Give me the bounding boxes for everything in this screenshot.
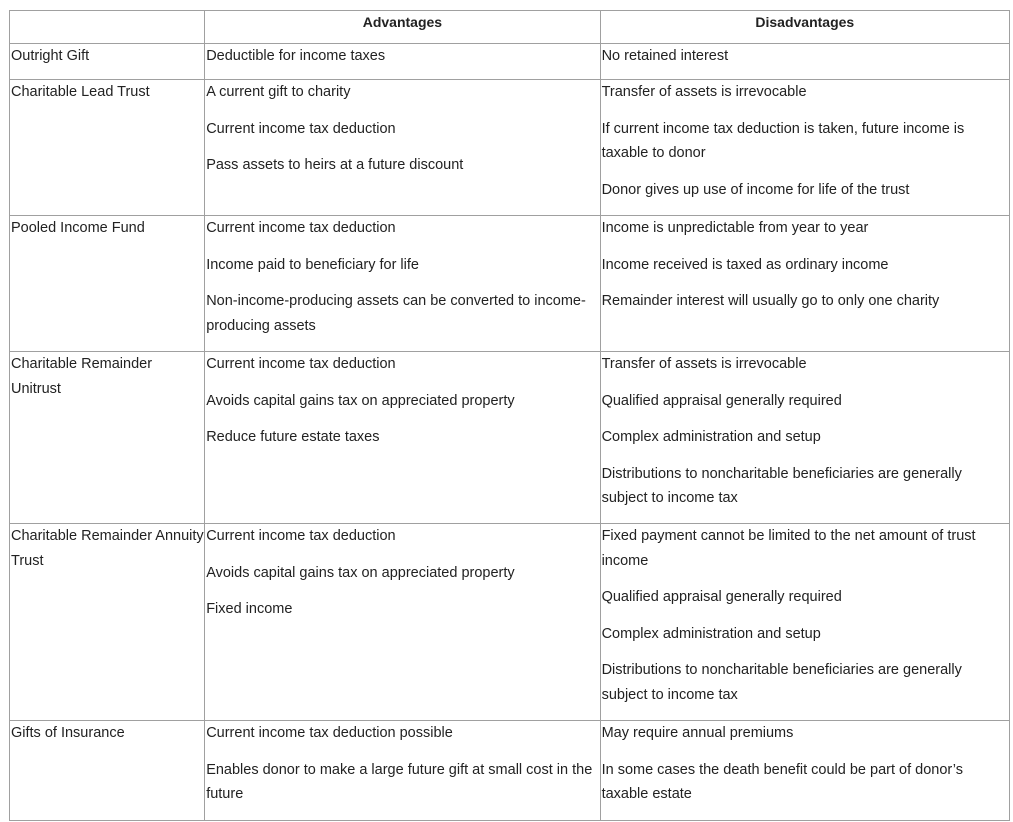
row-name: Pooled Income Fund (11, 220, 145, 236)
disadvantage-item: Qualified appraisal generally required (601, 589, 842, 605)
disadvantages-list (601, 721, 1009, 814)
table-body (10, 44, 1010, 821)
disadvantages-cell (600, 80, 1009, 216)
advantage-item: Pass assets to heirs at a future discount (206, 157, 464, 173)
row-name: Gifts of Insurance (11, 725, 125, 741)
advantage-item: Current income tax deduction (206, 528, 396, 544)
advantages-cell (205, 216, 600, 352)
advantages-cell (205, 524, 600, 721)
row-name: Outright Gift (11, 48, 90, 64)
disadvantage-item: Complex administration and setup (601, 429, 821, 445)
table-row (10, 721, 1010, 821)
table-row (10, 216, 1010, 352)
row-name: Charitable Remainder Unitrust (11, 356, 153, 397)
disadvantages-cell (600, 524, 1009, 721)
disadvantage-item: Distributions to noncharitable beneficiaries are generally subject to income tax (601, 662, 962, 703)
advantage-item: A current gift to charity (206, 84, 351, 100)
table-row (10, 352, 1010, 524)
disadvantages-list (601, 80, 1009, 209)
row-name: Charitable Lead Trust (11, 84, 150, 100)
disadvantage-item: Donor gives up use of income for life of the trust (601, 181, 910, 198)
advantages-cell (205, 80, 600, 216)
disadvantage-item: Fixed payment cannot be limited to the net amount of trust income (601, 528, 976, 569)
disadvantage-item: If current income tax deduction is taken, future income is taxable to donor (601, 120, 965, 161)
disadvantage-item: In some cases the death benefit could be part of donor’s taxable estate (601, 761, 963, 802)
table-row (10, 524, 1010, 721)
advantages-list (205, 352, 599, 457)
disadvantages-list (601, 216, 1009, 321)
advantages-cell (205, 352, 600, 524)
disadvantages-list (601, 352, 1009, 518)
disadvantage-item: Transfer of assets is irrevocable (601, 84, 807, 100)
advantages-list (205, 524, 599, 629)
advantage-item: Current income tax deduction (206, 120, 396, 137)
row-name-cell (10, 80, 205, 216)
advantage-item: Non-income-producing assets can be converted to income-producing assets (206, 293, 586, 334)
advantages-list (205, 721, 599, 814)
header-disadvantages: Disadvantages (600, 11, 1009, 44)
advantage-item: Income paid to beneficiary for life (206, 256, 419, 273)
advantage-item: Avoids capital gains tax on appreciated property (206, 392, 515, 409)
disadvantages-cell (600, 44, 1009, 80)
row-name-cell (10, 524, 205, 721)
header-name (10, 11, 205, 44)
table-row (10, 80, 1010, 216)
row-name-cell (10, 44, 205, 80)
advantages-list (205, 80, 599, 185)
disadvantage-item: No retained interest (601, 48, 729, 64)
disadvantages-cell (600, 721, 1009, 821)
disadvantage-item: Remainder interest will usually go to only one charity (601, 293, 940, 309)
disadvantages-list (601, 44, 1009, 69)
disadvantages-list (601, 524, 1009, 714)
advantages-cell (205, 721, 600, 821)
header-row (10, 11, 1010, 44)
disadvantage-item: Complex administration and setup (601, 625, 821, 642)
advantages-list (205, 44, 599, 69)
disadvantage-item: Income received is taxed as ordinary income (601, 256, 889, 273)
disadvantages-cell (600, 352, 1009, 524)
table-header (10, 11, 1010, 44)
row-name-cell (10, 721, 205, 821)
advantages-cell (205, 44, 600, 80)
disadvantages-cell (600, 216, 1009, 352)
advantage-item: Reduce future estate taxes (206, 429, 380, 445)
table-row (10, 44, 1010, 80)
advantages-list (205, 216, 599, 345)
disadvantage-item: May require annual premiums (601, 725, 794, 741)
row-name: Charitable Remainder Annuity Trust (11, 528, 204, 569)
row-name-cell (10, 216, 205, 352)
advantage-item: Fixed income (206, 601, 293, 617)
row-name-cell (10, 352, 205, 524)
disadvantage-item: Transfer of assets is irrevocable (601, 356, 807, 372)
advantage-item: Avoids capital gains tax on appreciated property (206, 564, 515, 581)
advantage-item: Deductible for income taxes (206, 48, 386, 64)
disadvantage-item: Distributions to noncharitable beneficiaries are generally subject to income tax (601, 465, 962, 506)
advantage-item: Current income tax deduction (206, 220, 396, 236)
advantage-item: Current income tax deduction (206, 356, 396, 372)
advantage-item: Enables donor to make a large future gift at small cost in the future (206, 761, 593, 802)
disadvantage-item: Income is unpredictable from year to year (601, 220, 869, 236)
header-advantages: Advantages (205, 11, 600, 44)
comparison-table (9, 10, 1010, 821)
disadvantage-item: Qualified appraisal generally required (601, 392, 842, 409)
advantage-item: Current income tax deduction possible (206, 725, 453, 741)
